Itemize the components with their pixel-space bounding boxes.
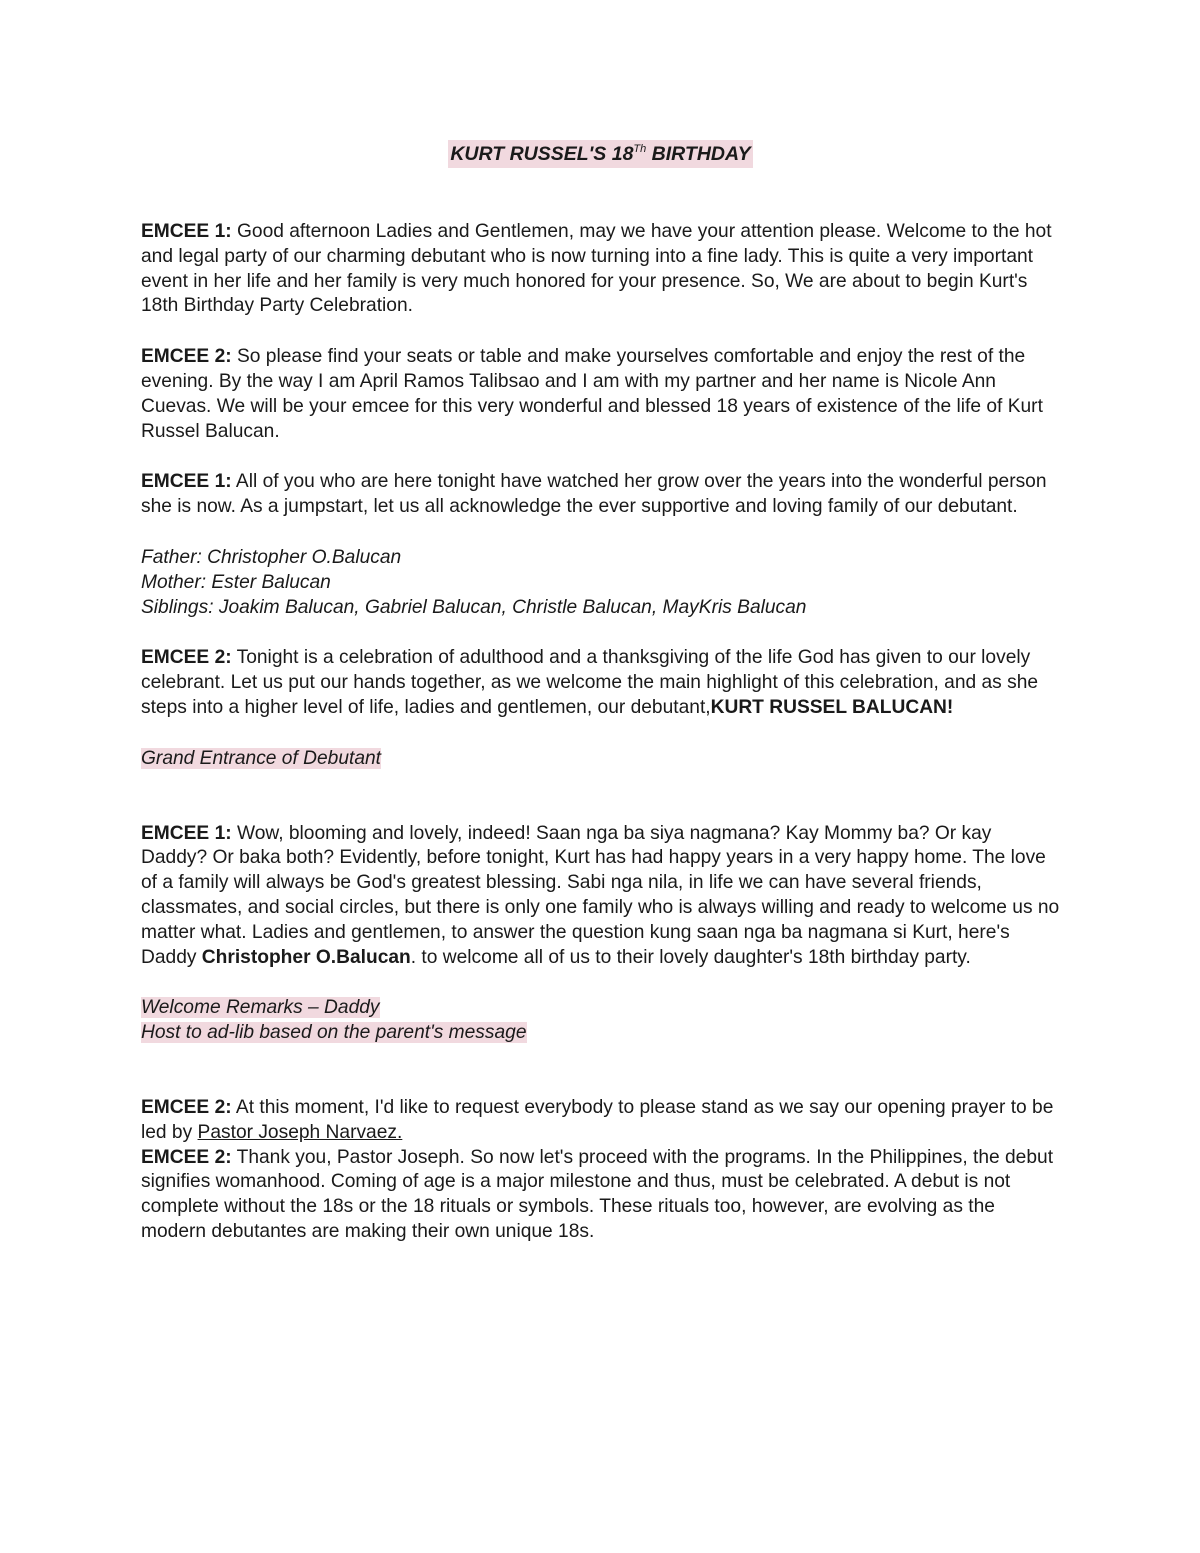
- paragraph-emcee1-family: [141, 470, 1060, 520]
- speaker-label: EMCEE 1:: [141, 471, 232, 493]
- speaker-label: EMCEE 1:: [141, 822, 232, 844]
- cue-host-adlib: [141, 1021, 1060, 1046]
- paragraph-text: Tonight is a celebration of adulthood and a thanksgiving of the life God has given to our lovely celebrant. Let us put our hands together, as we welcome the main highlight of this celebration, and as she steps into a higher level of life, ladies and gentlemen, our debutant,: [141, 647, 1039, 718]
- paragraph-text: All of you who are here tonight have watched her grow over the years into the wonderful person she is now. As a jumpstart, let us all acknowledge the ever supportive and loving family of our debutant.: [141, 471, 1047, 518]
- paragraph-text: Thank you, Pastor Joseph. So now let's proceed with the programs. In the Philippines, the debut signifies womanhood. Coming of age is a major milestone and thus, must be celebrated. A debut is not complete without the 18s or the 18 rituals or symbols. These rituals too, however, are evolving as the modern debutantes are making their own unique 18s.: [141, 1146, 1054, 1242]
- paragraph-emcee2-celebrant: [141, 646, 1060, 720]
- cue-text: Welcome Remarks – Daddy: [141, 997, 380, 1019]
- cue-text: Grand Entrance of Debutant: [141, 747, 381, 769]
- paragraph-text: At this moment, I'd like to request everybody to please stand as we say our opening prayer to be led by: [141, 1096, 1054, 1143]
- title-block: [141, 140, 1060, 168]
- paragraph-emcee2-programs: [141, 1146, 1060, 1245]
- father-name: Christopher O.Balucan: [201, 946, 411, 968]
- title-superscript: Th: [633, 143, 647, 155]
- paragraph-text: Good afternoon Ladies and Gentlemen, may we have your attention please. Welcome to the hot and legal party of our charming debutant who is now turning into a fine lady. This is quite a very important event in her life and her family is very much honored for your presence. So, We are about to begin Kurt's 18th Birthday Party Celebration.: [141, 221, 1052, 317]
- paragraph-text: Wow, blooming and lovely, indeed! Saan nga ba siya nagmana? Kay Mommy ba? Or kay Daddy? Or baka both? Evidently, before tonight, Kurt has had happy years in a very happy home. The love of a family will always be God's greatest blessing. Sabi nga nila, in life we can have several friends, classmates, and social circles, but there is only one family who is always willing and ready to welcome us no matter what. Ladies and gentlemen, to answer the question kung saan nga ba nagmana si Kurt, here's Daddy: [141, 822, 1060, 968]
- cue-grand-entrance: [141, 747, 1060, 772]
- debutant-name: KURT RUSSEL BALUCAN!: [710, 696, 954, 718]
- family-siblings: Siblings: Joakim Balucan, Gabriel Balucan, Christle Balucan, MayKris Balucan: [141, 596, 807, 618]
- paragraph-text-end: . to welcome all of us to their lovely daughter's 18th birthday party.: [410, 946, 971, 968]
- speaker-label: EMCEE 1:: [141, 221, 232, 242]
- speaker-label: EMCEE 2:: [141, 1096, 232, 1118]
- paragraph-emcee2-prayer: [141, 1096, 1060, 1146]
- cue-text: Host to ad-lib based on the parent's message: [141, 1022, 527, 1044]
- speaker-label: EMCEE 2:: [141, 1146, 232, 1168]
- paragraph-text: So please find your seats or table and make yourselves comfortable and enjoy the rest of the evening. By the way I am April Ramos Talibsao and I am with my partner and her name is Nicole Ann Cuevas. We will be your emcee for this very wonderful and blessed 18 years of existence of the life of Kurt Russel Balucan.: [141, 346, 1043, 442]
- paragraph-emcee1-welcome: [141, 220, 1060, 319]
- paragraph-emcee1-daddy: [141, 822, 1060, 971]
- paragraph-emcee2-intro: [141, 345, 1060, 444]
- cue-welcome-remarks: [141, 996, 1060, 1021]
- document-title: KURT RUSSEL'S 18Th BIRTHDAY: [448, 140, 752, 168]
- pastor-name: Pastor Joseph Narvaez.: [197, 1121, 403, 1143]
- family-father: Father: Christopher O.Balucan: [141, 546, 402, 568]
- speaker-label: EMCEE 2:: [141, 346, 232, 368]
- speaker-label: EMCEE 2:: [141, 647, 232, 669]
- family-mother: Mother: Ester Balucan: [141, 571, 331, 593]
